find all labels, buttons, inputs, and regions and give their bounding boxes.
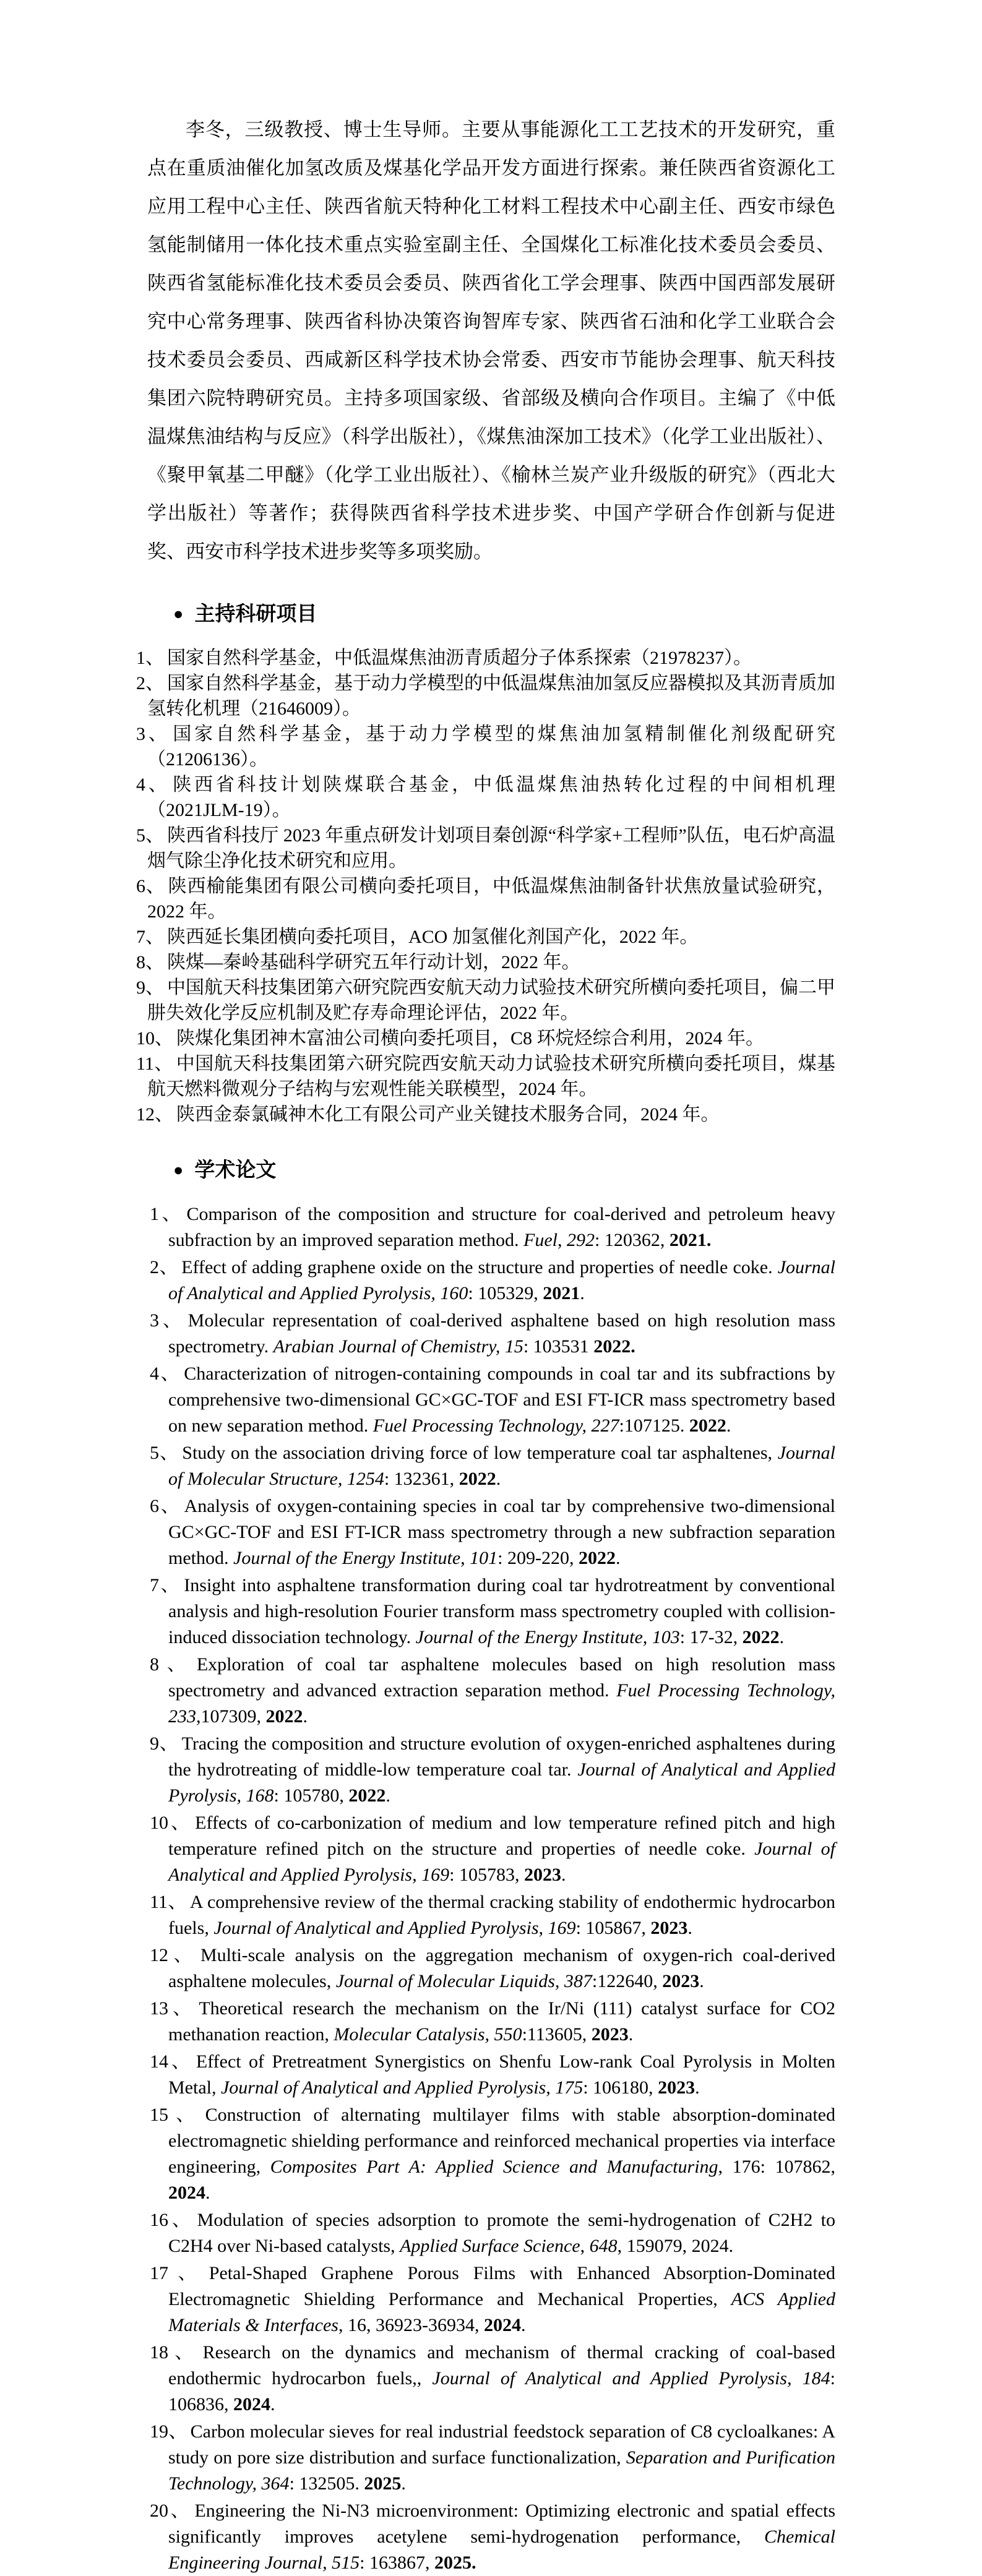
project-item: 10、 陕煤化集团神木富油公司横向委托项目，C8 环烷烃综合利用，2024 年。: [136, 1028, 765, 1049]
section-header-projects: [173, 599, 835, 628]
item-number: 2、: [136, 673, 164, 693]
project-item: 2、 国家自然科学基金，基于动力学模型的中低温煤焦油加氢反应器模拟及其沥青质加氢转化机理（21646009）。: [136, 673, 835, 719]
paper-item: 17、 Petal-Shaped Graphene Porous Films with Enhanced Absorption-Dominated Electromagnetic Shielding Performance and Mechanical Properties, ACS Applied Materials & Interfaces, 16, 36923-36934, 2024.: [150, 2263, 836, 2335]
item-number: 4、: [136, 775, 170, 795]
section-bullet-icon: ●: [173, 1161, 184, 1179]
item-number: 1、: [136, 648, 164, 668]
item-number: 11、: [150, 1892, 187, 1912]
biography-paragraph: 李冬，三级教授、博士生导师。主要从事能源化工工艺技术的开发研究，重点在重质油催化加氢改质及煤基化学品开发方面进行探索。兼任陕西省资源化工应用工程中心主任、陕西省航天特种化工材料工程技术中心副主任、西安市绿色氢能制储用一体化技术重点实验室副主任、全国煤化工标准化技术委员会委员、陕西省氢能标准化技术委员会委员、陕西省化工学会理事、陕西中国西部发展研究中心常务理事、陕西省科协决策咨询智库专家、陕西省石油和化学工业联合会技术委员会委员、西咸新区科学技术协会常委、西安市节能协会理事、航天科技集团六院特聘研究员。主持多项国家级、省部级及横向合作项目。主编了《中低温煤焦油结构与反应》（科学出版社），《煤焦油深加工技术》（化学工业出版社）、《聚甲氧基二甲醚》（化学工业出版社）、《榆林兰炭产业升级版的研究》（西北大学出版社）等著作；获得陕西省科学技术进步奖、中国产学研合作创新与促进奖、西安市科学技术进步奖等多项奖励。: [147, 119, 835, 562]
item-number: 20、: [150, 2501, 192, 2521]
paper-item: 13、 Theoretical research the mechanism on the Ir/Ni (111) catalyst surface for CO2 methanation reaction, Molecular Catalysis, 550:113605, 2023.: [150, 1998, 835, 2045]
paper-item: 15、 Construction of alternating multilayer films with stable absorption-dominated electromagnetic shielding performance and reinforced mechanical properties via interface engineering, Composites Part A: Applied Science and Manufacturing, 176: 107862, 2024.: [150, 2105, 835, 2203]
item-number: 19、: [150, 2421, 187, 2442]
project-item: 3、 国家自然科学基金，基于动力学模型的煤焦油加氢精制催化剂级配研究（21206136）。: [136, 724, 835, 770]
item-number: 8、: [150, 1654, 194, 1675]
paper-item: 6、 Analysis of oxygen-containing species in coal tar by comprehensive two-dimensional GC×GC-TOF and ESI FT-ICR mass spectrometry through a new subfraction separation method. Journal of the Energy Institute, 101: 209-220, 2022.: [150, 1496, 835, 1568]
item-number: 6、: [150, 1496, 181, 1516]
section-bullet-icon: ●: [173, 604, 184, 623]
item-number: 6、: [136, 876, 165, 896]
paper-item: 19、 Carbon molecular sieves for real industrial feedstock separation of C8 cycloalkanes: A study on pore size distribution and surface functionalization, Separation and Purification Technology, 364: 132505. 2025.: [150, 2421, 836, 2494]
project-item: 1、 国家自然科学基金，中低温煤焦油沥青质超分子体系探索（21978237）。: [136, 648, 752, 668]
paper-item: 12、 Multi-scale analysis on the aggregation mechanism of oxygen-rich coal-derived asphaltene molecules, Journal of Molecular Liquids, 387:122640, 2023.: [150, 1945, 835, 1991]
paper-item: 11、 A comprehensive review of the thermal cracking stability of endothermic hydrocarbon fuels, Journal of Analytical and Applied Pyrolysis, 169: 105867, 2023.: [150, 1892, 835, 1938]
item-number: 5、: [150, 1443, 179, 1463]
paper-item: 16、 Modulation of species adsorption to promote the semi-hydrogenation of C2H2 to C2H4 over Ni-based catalysts, Applied Surface Science, 648, 159079, 2024.: [150, 2210, 835, 2256]
paper-item: 5、 Study on the association driving force of low temperature coal tar asphaltenes, Journal of Molecular Structure, 1254: 132361, 2022.: [150, 1443, 836, 1489]
paper-item: 1、 Comparison of the composition and structure for coal-derived and petroleum heavy subfraction by an improved separation method. Fuel, 292: 120362, 2021.: [150, 1204, 835, 1250]
paper-item: 14、 Effect of Pretreatment Synergistics on Shenfu Low-rank Coal Pyrolysis in Molten Metal, Journal of Analytical and Applied Pyrolysis, 175: 106180, 2023.: [150, 2051, 836, 2098]
item-number: 7、: [150, 1575, 181, 1595]
item-number: 10、: [136, 1028, 173, 1049]
item-number: 9、: [136, 977, 164, 998]
item-number: 12、: [150, 1945, 197, 1965]
item-number: 5、: [136, 825, 165, 846]
paper-item: 3、 Molecular representation of coal-derived asphaltene based on high resolution mass spectrometry. Arabian Journal of Chemistry, 15: 103531 2022.: [150, 1310, 836, 1357]
item-number: 15、: [150, 2105, 202, 2125]
project-item: 9、 中国航天科技集团第六研究院西安航天动力试验技术研究所横向委托项目，偏二甲肼失效化学反应机制及贮存寿命理论评估，2022 年。: [136, 977, 835, 1023]
paper-item: 2、 Effect of adding graphene oxide on the structure and properties of needle coke. Journal of Analytical and Applied Pyrolysis, 160: 105329, 2021.: [150, 1257, 836, 1303]
item-number: 13、: [150, 1998, 196, 2019]
section-title-papers: 学术论文: [194, 1158, 277, 1181]
item-number: 3、: [150, 1310, 185, 1331]
project-item: 5、 陕西省科技厅 2023 年重点研发计划项目秦创源“科学家+工程师”队伍，电石炉高温烟气除尘净化技术研究和应用。: [136, 825, 835, 871]
item-number: 18、: [150, 2342, 200, 2363]
item-number: 17、: [150, 2263, 206, 2283]
item-number: 3、: [136, 724, 170, 744]
item-number: 11、: [136, 1054, 173, 1074]
item-number: 16、: [150, 2210, 194, 2230]
project-item: 7、 陕西延长集团横向委托项目，ACO 加氢催化剂国产化，2022 年。: [136, 927, 699, 947]
project-item: 11、 中国航天科技集团第六研究院西安航天动力试验技术研究所横向委托项目，煤基航天燃料微观分子结构与宏观性能关联模型，2024 年。: [136, 1054, 836, 1099]
projects-list: [136, 645, 836, 1127]
paper-item: 8、 Exploration of coal tar asphaltene molecules based on high resolution mass spectrometry and advanced extraction separation method. Fuel Processing Technology, 233,107309, 2022.: [150, 1654, 836, 1727]
paper-item: 7、 Insight into asphaltene transformation during coal tar hydrotreatment by conventional analysis and high-resolution Fourier transform mass spectrometry coupled with collision-induced dissociation technology. Journal of the Energy Institute, 103: 17-32, 2022.: [150, 1575, 835, 1647]
item-number: 4、: [150, 1363, 181, 1384]
item-number: 7、: [136, 927, 164, 947]
item-number: 9、: [150, 1733, 179, 1754]
item-number: 14、: [150, 2051, 193, 2072]
project-item: 6、 陕西榆能集团有限公司横向委托项目，中低温煤焦油制备针状焦放量试验研究，2022 年。: [136, 876, 836, 922]
paper-item: 18、 Research on the dynamics and mechanism of thermal cracking of coal-based endothermic hydrocarbon fuels,, Journal of Analytical and Applied Pyrolysis, 184: 106836, 2024.: [150, 2342, 835, 2415]
project-item: 12、 陕西金泰氯碱神木化工有限公司产业关键技术服务合同，2024 年。: [136, 1104, 720, 1125]
paper-item: 4、 Characterization of nitrogen-containing compounds in coal tar and its subfractions by comprehensive two-dimensional GC×GC-TOF and ESI FT-ICR mass spectrometry based on new separation method. Fuel Processing Technology, 227:107125. 2022.: [150, 1363, 836, 1436]
project-item: 4、 陕西省科技计划陕煤联合基金，中低温煤焦油热转化过程的中间相机理（2021JLM-19）。: [136, 775, 835, 820]
papers-list: [147, 1201, 835, 2576]
section-title-projects: 主持科研项目: [194, 602, 317, 625]
paper-item: 20、 Engineering the Ni-N3 microenvironment: Optimizing electronic and spatial effects significantly improves acetylene semi-hydrogenation performance, Chemical Engineering Journal, 515: 163867, 2025.: [150, 2501, 836, 2573]
item-number: 2、: [150, 1257, 179, 1277]
section-header-papers: [173, 1156, 835, 1184]
project-item: 8、 陕煤—秦岭基础科学研究五年行动计划，2022 年。: [136, 952, 580, 972]
paper-item: 10、 Effects of co-carbonization of medium and low temperature refined pitch and high temperature refined pitch on the structure and properties of needle coke. Journal of Analytical and Applied Pyrolysis, 169: 105783, 2023.: [150, 1813, 835, 1885]
item-number: 1、: [150, 1204, 184, 1224]
paper-item: 9、 Tracing the composition and structure evolution of oxygen-enriched asphaltenes during the hydrotreating of middle-low temperature coal tar. Journal of Analytical and Applied Pyrolysis, 168: 105780, 2022.: [150, 1733, 836, 1806]
item-number: 8、: [136, 952, 164, 972]
item-number: 10、: [150, 1813, 192, 1833]
item-number: 12、: [136, 1104, 173, 1125]
